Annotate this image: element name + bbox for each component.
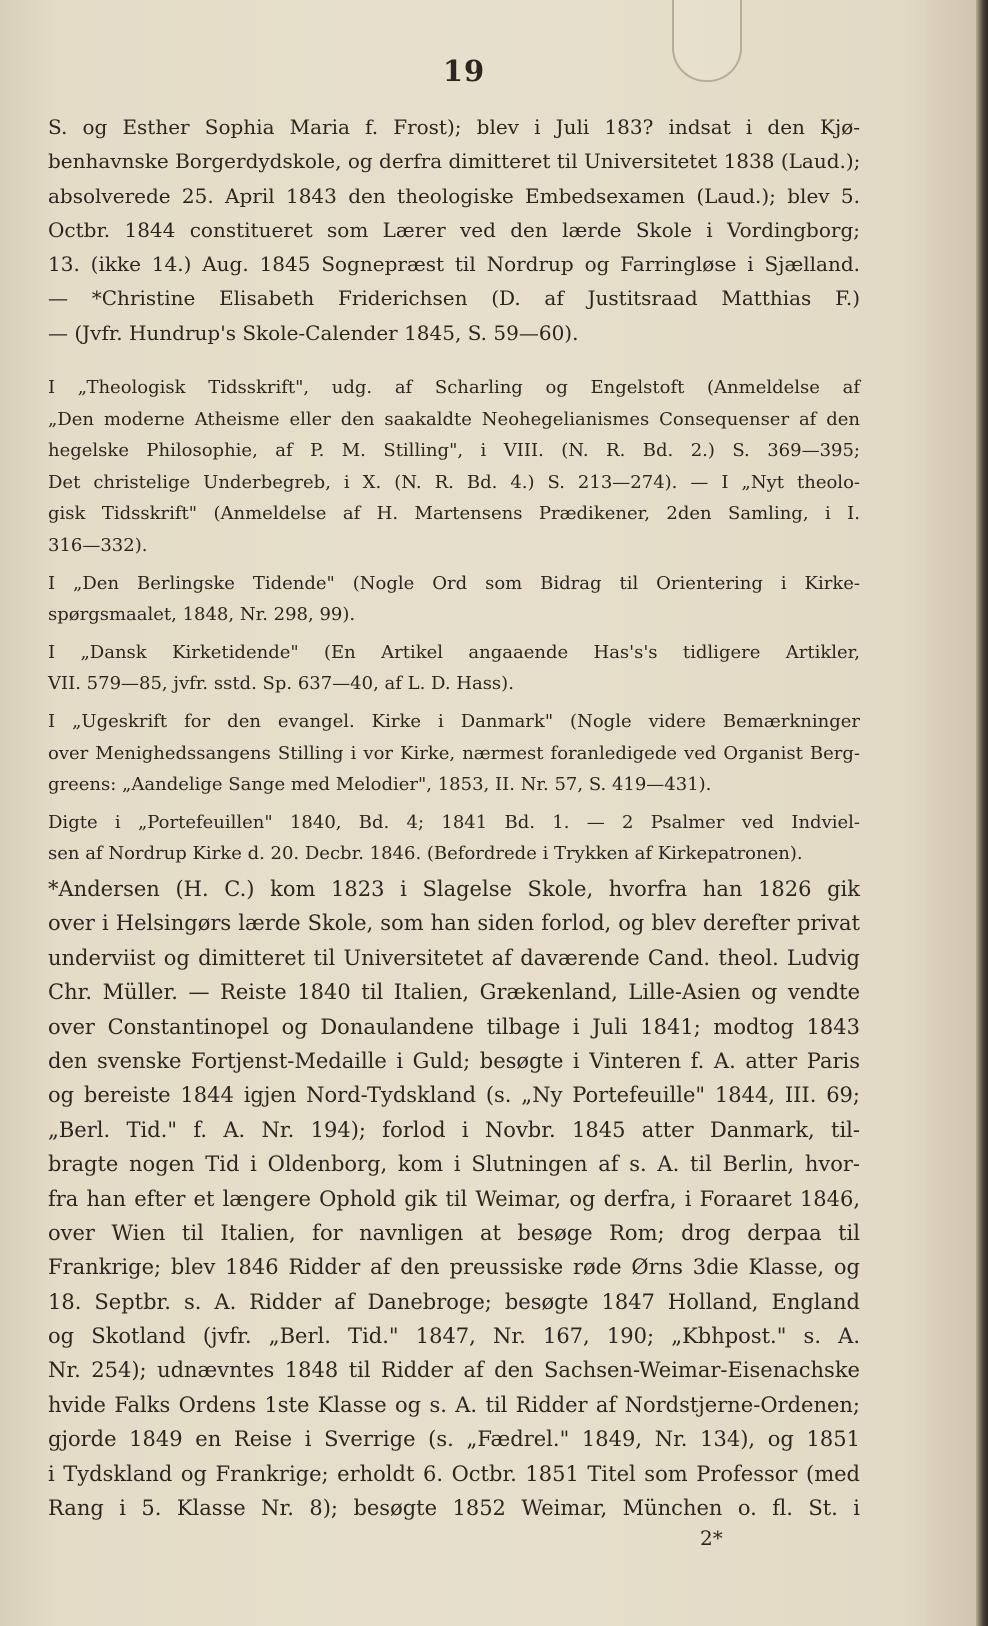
text-line: 13. (ikke 14.) Aug. 1845 Sognepræst til Nordrup og Farringløse i Sjælland. (48, 252, 860, 277)
text-line: sen af Nordrup Kirke d. 20. Decbr. 1846. (Befordrede i Trykken af Kirkepatronen). (48, 843, 803, 865)
text-line: hvide Falks Ordens 1ste Klasse og s. A. til Ridder af Nordstjerne-Ordenen; (48, 1392, 860, 1417)
bibliography (48, 372, 860, 870)
text-line: I „Ugeskrift for den evangel. Kirke i Danmark" (Nogle videre Bemærkninger (48, 710, 860, 732)
text-line: over i Helsingørs lærde Skole, som han siden forlod, og blev derefter privat (48, 911, 860, 936)
text-line: og bereiste 1844 igjen Nord-Tydskland (s. „Ny Portefeuille" 1844, III. 69; (48, 1083, 860, 1108)
text-line: og Skotland (jvfr. „Berl. Tid." 1847, Nr. 167, 190; „Kbhpost." s. A. (48, 1324, 860, 1349)
text-line: over Wien til Italien, for navnligen at besøge Rom; drog derpaa til (48, 1220, 860, 1245)
page-number: 19 (442, 54, 486, 88)
text-line: Rang i 5. Klasse Nr. 8); besøgte 1852 Weimar, München o. fl. St. i (48, 1496, 860, 1521)
andersen-entry (48, 872, 860, 1525)
text-line: Digte i „Portefeuillen" 1840, Bd. 4; 1841 Bd. 1. — 2 Psalmer ved Indviel- (48, 811, 860, 833)
text-line: I „Den Berlingske Tidende" (Nogle Ord som Bidrag til Orientering i Kirke- (48, 572, 860, 594)
text-line: gjorde 1849 en Reise i Sverrige (s. „Fædrel." 1849, Nr. 134), og 1851 (48, 1427, 860, 1452)
entry-heading-line: *Andersen (H. C.) kom 1823 i Slagelse Skole, hvorfra han 1826 gik (48, 877, 860, 901)
text-line: fra han efter et længere Ophold gik til Weimar, og derfra, i Foraaret 1846, (48, 1186, 860, 1211)
text-line: over Constantinopel og Donaulandene tilbage i Juli 1841; modtog 1843 (48, 1014, 860, 1039)
text-line: I „Dansk Kirketidende" (En Artikel angaaende Has's's tidligere Artikler, (48, 641, 860, 663)
bibliography-item (48, 372, 860, 562)
text-line: bragte nogen Tid i Oldenborg, kom i Slutningen af s. A. til Berlin, hvor- (48, 1152, 860, 1177)
text-line: greens: „Aandelige Sange med Melodier", 1853, II. Nr. 57, S. 419—431). (48, 774, 712, 796)
text-line: Nr. 254); udnævntes 1848 til Ridder af den Sachsen-Weimar-Eisenachske (48, 1358, 860, 1383)
bibliography-item (48, 637, 860, 700)
book-spine (976, 0, 988, 1626)
bibliography-item (48, 706, 860, 801)
text-line: over Menighedssangens Stilling i vor Kirke, nærmest foranledigede ved Organist Berg- (48, 742, 860, 764)
text-line: absolverede 25. April 1843 den theologiske Embedsexamen (Laud.); blev 5. (48, 183, 860, 208)
text-line: spørgsmaalet, 1848, Nr. 298, 99). (48, 604, 356, 626)
text-line: VII. 579—85, jvfr. sstd. Sp. 637—40, af L. D. Hass). (48, 673, 514, 695)
text-line: Octbr. 1844 constitueret som Lærer ved den lærde Skole i Vordingborg; (48, 217, 860, 242)
text-line: — (Jvfr. Hundrup's Skole-Calender 1845, S. 59—60). (48, 320, 579, 345)
text-line: 18. Septbr. s. A. Ridder af Danebroge; besøgte 1847 Holland, England (48, 1289, 860, 1314)
text-line: S. og Esther Sophia Maria f. Frost); blev i Juli 183? indsat i den Kjø- (48, 115, 860, 139)
text-line: i Tydskland og Frankrige; erholdt 6. Octbr. 1851 Titel som Professor (med (48, 1461, 860, 1486)
text-line: underviist og dimitteret til Universitetet af daværende Cand. theol. Ludvig (48, 945, 860, 970)
text-line: „Den moderne Atheisme eller den saakaldte Neohegelianismes Consequenser af den (48, 408, 860, 430)
bibliography-item (48, 568, 860, 631)
text-line: — *Christine Elisabeth Friderichsen (D. af Justitsraad Matthias F.) (48, 286, 860, 311)
text-line: 316—332). (48, 534, 148, 556)
text-line: den svenske Fortjenst-Medaille i Guld; besøgte i Vinteren f. A. atter Paris (48, 1048, 860, 1073)
text-line: gisk Tidsskrift" (Anmeldelse af H. Martensens Prædikener, 2den Samling, i I. (48, 503, 860, 525)
entry-continuation (48, 110, 860, 350)
text-line: Frankrige; blev 1846 Ridder af den preussiske røde Ørns 3die Klasse, og (48, 1255, 860, 1280)
text-line: hegelske Philosophie, af P. M. Stilling", i VIII. (N. R. Bd. 2.) S. 369—395; (48, 440, 860, 462)
text-line: „Berl. Tid." f. A. Nr. 194); forlod i Novbr. 1845 atter Danmark, til- (48, 1117, 860, 1142)
text-line: Det christelige Underbegreb, i X. (N. R. Bd. 4.) S. 213—274). — I „Nyt theolo- (48, 471, 860, 493)
text-line: Chr. Müller. — Reiste 1840 til Italien, Grækenland, Lille-Asien og vendte (48, 980, 860, 1005)
bibliography-item (48, 807, 860, 870)
signature-mark: 2* (700, 1526, 723, 1550)
text-line: I „Theologisk Tidsskrift", udg. af Scharling og Engelstoft (Anmeldelse af (48, 377, 860, 398)
text-line: benhavnske Borgerdydskole, og derfra dimitteret til Universitetet 1838 (Laud.); (48, 149, 861, 174)
